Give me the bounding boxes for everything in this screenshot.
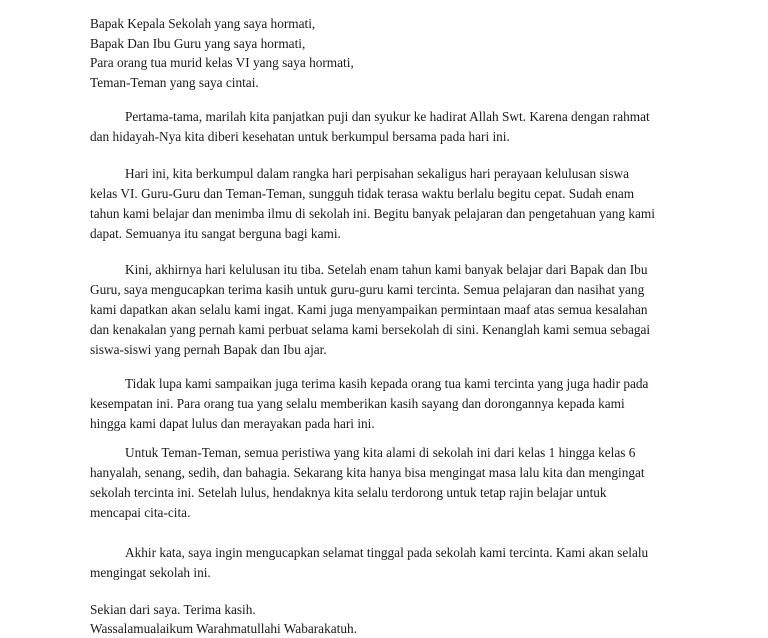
- paragraph-graduation: [90, 260, 700, 360]
- paragraph-line: Tidak lupa kami sampaikan juga terima kasih kepada orang tua kami tercinta yang juga hadir pada: [125, 376, 649, 391]
- salutation-line: Bapak Kepala Sekolah yang saya hormati,: [90, 16, 316, 31]
- paragraph-parents: [90, 374, 700, 434]
- paragraph-line: sekolah tercinta ini. Setelah lulus, hendaknya kita selalu terdorong untuk tetap rajin belajar untuk: [90, 485, 607, 500]
- paragraph-line: Untuk Teman-Teman, semua peristiwa yang kita alami di sekolah ini dari kelas 1 hingga kelas 6: [125, 445, 636, 460]
- paragraph-line: mencapai cita-cita.: [90, 505, 191, 520]
- paragraph-line: Kini, akhirnya hari kelulusan itu tiba. Setelah enam tahun kami banyak belajar dari Bapak dan Ibu: [125, 262, 648, 277]
- salutation-block: [90, 14, 354, 92]
- paragraph-line: tahun kami belajar dan menimba ilmu di sekolah ini. Begitu banyak pelajaran dan pengetahuan yang kami: [90, 206, 655, 221]
- paragraph-line: siswa-siswi yang pernah Bapak dan Ibu ajar.: [90, 342, 327, 357]
- paragraph-line: kesempatan ini. Para orang tua yang selalu memberikan kasih sayang dan dorongannya kepada kami: [90, 396, 625, 411]
- paragraph-line: dan hidayah-Nya kita diberi kesehatan untuk berkumpul bersama pada hari ini.: [90, 129, 510, 144]
- salutation-line: Para orang tua murid kelas VI yang saya hormati,: [90, 55, 354, 70]
- paragraph-line: hanyalah, senang, sedih, dan bahagia. Sekarang kita hanya bisa mengingat masa lalu kita dan mengingat: [90, 465, 645, 480]
- paragraph-line: dan kenakalan yang pernah kami perbuat selama kami bersekolah di sini. Kenanglah kami semua sebagai: [90, 322, 651, 337]
- paragraph-opening: [90, 107, 700, 147]
- paragraph-line: Hari ini, kita berkumpul dalam rangka hari perpisahan sekaligus hari perayaan kelulusan siswa: [125, 166, 630, 181]
- paragraph-line: mengingat sekolah ini.: [90, 565, 211, 580]
- paragraph-line: Pertama-tama, marilah kita panjatkan puji dan syukur ke hadirat Allah Swt. Karena dengan rahmat: [125, 109, 650, 124]
- paragraph-line: Guru, saya mengucapkan terima kasih untuk guru-guru kami tercinta. Semua pelajaran dan nasihat yang: [90, 282, 645, 297]
- paragraph-line: kami dapatkan akan selalu kami ingat. Kami juga menyampaikan permintaan maaf atas semua kesalahan: [90, 302, 648, 317]
- salutation-line: Teman-Teman yang saya cintai.: [90, 74, 259, 90]
- closing-block: [90, 600, 357, 638]
- paragraph-line: kelas VI. Guru-Guru dan Teman-Teman, sungguh tidak terasa waktu berlalu begitu cepat. Sudah enam: [90, 186, 635, 201]
- paragraph-gathering: [90, 164, 700, 244]
- closing-line: Sekian dari saya. Terima kasih.: [90, 602, 256, 617]
- paragraph-farewell: [90, 543, 700, 583]
- paragraph-friends: [90, 443, 700, 523]
- paragraph-line: Akhir kata, saya ingin mengucapkan selamat tinggal pada sekolah kami tercinta. Kami akan selalu: [125, 545, 649, 560]
- salutation-line: Bapak Dan Ibu Guru yang saya hormati,: [90, 35, 306, 51]
- paragraph-line: hingga kami dapat lulus dan merayakan pada hari ini.: [90, 416, 375, 431]
- closing-line: Wassalamualaikum Warahmatullahi Wabarakatuh.: [90, 621, 357, 636]
- paragraph-line: dapat. Semuanya itu sangat berguna bagi kami.: [90, 226, 341, 241]
